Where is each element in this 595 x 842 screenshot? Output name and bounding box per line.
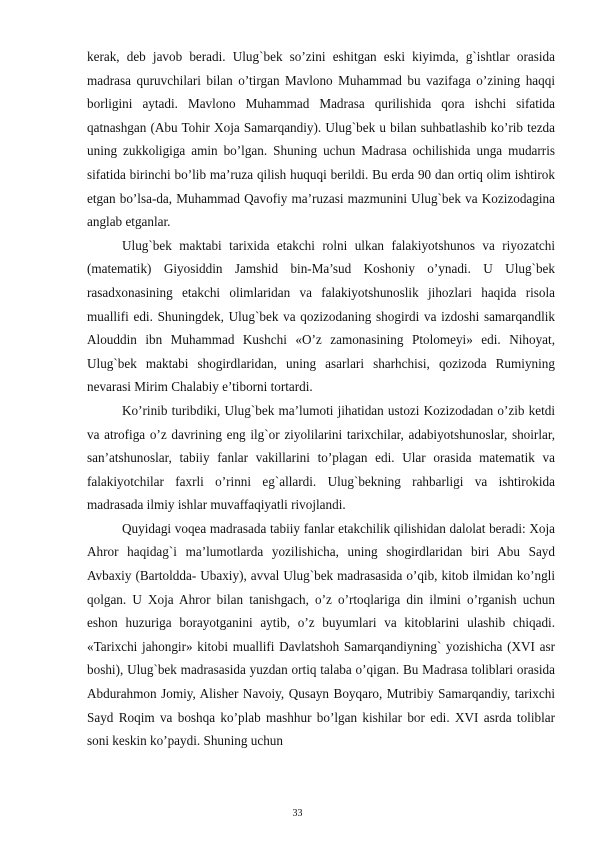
paragraph-xoja-ahror: Quyidagi voqea madrasada tabiiy fanlar etakchilik qilishidan dalolat beradi: Xoja Ahror haqidag`i ma’lumotlarda yozilishicha, uning shogirdlaridan biri Abu Sayd Avbaxiy (Bartoldda- Ubaxiy), avval Ulug`bek madrasasida o’qib, kitob ilmidan ko’ngli qolgan. U Xoja Ahror bilan tanishgach, o’z o’rtoqlariga din ilmini o’rganish uchun eshon huzuriga borayotganini aytib, o’z buyumlari va kitoblarini ulashib chiqadi. «Tarixchi jahongir» kitobi muallifi Davlatshoh Samarqandiyning` yozishicha (XVI asr boshi), Ulug`bek madrasasida yuzdan ortiq talaba o’qigan. Bu Madrasa toliblari orasida Abdurahmon Jomiy, Alisher Navoiy, Qusayn Boyqaro, Mutribiy Samarqandiy, tarixchi Sayd Roqim va boshqa ko’plab mashhur bo’lgan kishilar bor edi. XVI asrda toliblar soni keskin ko’paydi. Shuning uchun	[87, 520, 555, 749]
body-text	[87, 45, 555, 753]
paragraph-continuation: kerak, deb javob beradi. Ulug`bek so’zini eshitgan eski kiyimda, g`ishtlar orasida madrasa quruvchilari bilan o’tirgan Mavlono Muhammad bu vazifaga o’zining haqqi borligini aytadi. Mavlono Muhammad Madrasa qurilishida qora ishchi sifatida qatnashgan (Abu Tohir Xoja Samarqandiy). Ulug`bek u bilan suhbatlashib ko’rib tezda uning zukkoligiga amin bo’lgan. Shuning uchun Madrasa ochilishida unga mudarris sifatida birinchi bo’lib ma’ruza qilish huquqi berildi. Bu erda 90 dan ortiq olim ishtirok etgan bo’lsa-da, Muhammad Qavofiy ma’ruzasi mazmunini Ulug`bek va Kozizodagina anglab etganlar.	[87, 49, 555, 230]
paragraph-ulugbek-school: Ko’rinib turibdiki, Ulug`bek ma’lumoti jihatidan ustozi Kozizodadan o’zib ketdi va atrofiga o’z davrining eng ilg`or ziyolilarini tarixchilar, adabiyotshunoslar, shoirlar, san’atshunoslar, tabiiy fanlar vakillarini to’plagan edi. Ular orasida matematik va falakiyotchilar faxrli o’rinni eg`allardi. Ulug`bekning rahbarligi va ishtirokida madrasada ilmiy ishlar muvaffaqiyatli rivojlandi.	[87, 402, 555, 513]
paragraph-koshoniy: Ulug`bek maktabi tarixida etakchi rolni ulkan falakiyotshunos va riyozatchi (matematik) Giyosiddin Jamshid bin-Ma’sud Koshoniy o’ynadi. U Ulug`bek rasadxonasining etakchi olimlaridan va falakiyotshunoslik jihozlari haqida risola muallifi edi. Shuningdek, Ulug`bek va qozizodaning shogirdi va izdoshi samarqandlik Alouddin ibn Muhammad Kushchi «O’z zamonasining Ptolomeyi» edi. Nihoyat, Ulug`bek maktabi shogirdlaridan, uning asarlari sharhchisi, qozizoda Rumiyning nevarasi Mirim Chalabiy e’tiborni tortardi.	[87, 237, 555, 395]
page-number: 33	[292, 808, 303, 819]
